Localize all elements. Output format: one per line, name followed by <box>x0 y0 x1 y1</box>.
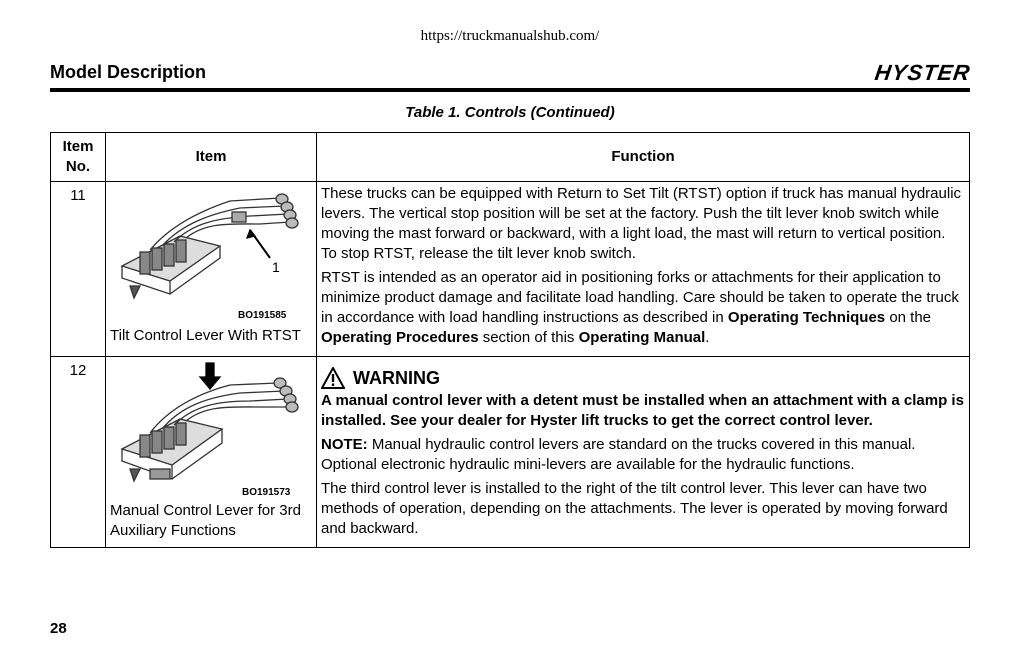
tilt-lever-illustration <box>110 186 300 326</box>
function-paragraph: These trucks can be equipped with Return to Set Tilt (RTST) option if truck has manual hydraulic levers. The vertical stop position will be set at the factory. Push the tilt lever knob switch while moving the mast forward or backward, with a light load, the mast will return to vertical position. To stop RTST, release the tilt lever knob switch. <box>321 185 962 262</box>
hyster-logo: HYSTER <box>873 60 972 85</box>
note-paragraph <box>321 435 964 475</box>
text-run: RTST is intended as an operator aid in positioning forks or attachments for their application to minimize product damage and facilitate load handling. Care should be taken to operate the truck in accordance with load handling instructions as described in <box>321 269 959 326</box>
item-number: 12 <box>51 357 106 548</box>
header-item: Item <box>106 133 317 182</box>
header-item-no-line1: Item <box>62 138 94 155</box>
text-run: section of this <box>478 329 579 346</box>
source-url[interactable]: https://truckmanualshub.com/ <box>420 28 600 44</box>
table-caption: Table 1. Controls (Continued) <box>405 104 615 121</box>
bold-run: Operating Procedures <box>321 329 479 346</box>
table-row <box>51 357 970 548</box>
header-rule <box>50 88 970 92</box>
warning-heading <box>321 367 964 389</box>
auxiliary-lever-illustration <box>110 361 300 501</box>
item-cell <box>106 182 317 357</box>
function-cell <box>317 357 970 548</box>
warning-text: A manual control lever with a detent must be installed when an attachment with a clamp is installed. See your dealer for Hyster lift trucks to get the correct control lever. <box>321 392 964 429</box>
page-number: 28 <box>50 620 67 637</box>
page-title: Model Description <box>50 62 207 82</box>
function-paragraph <box>321 268 964 348</box>
note-text: Manual hydraulic control levers are standard on the trucks covered in this manual. Optional electronic hydraulic mini-levers are available for the hydraulic functions. <box>321 436 916 473</box>
controls-table <box>50 132 970 548</box>
function-paragraph: The third control lever is installed to the right of the tilt control lever. This lever can have two methods of operation, depending on the attachments. The lever is operated by moving forward and backward. <box>321 480 948 537</box>
item-cell <box>106 357 317 548</box>
text-run: . <box>705 329 710 346</box>
lever-assembly-drawing <box>110 361 300 501</box>
header-item-no <box>51 133 106 182</box>
item-label: Tilt Control Lever With RTST <box>110 327 301 344</box>
function-cell <box>317 182 970 357</box>
bold-run: Operating Techniques <box>727 309 886 326</box>
callout-number: 1 <box>272 259 280 275</box>
lever-assembly-drawing <box>110 186 300 326</box>
warning-title: WARNING <box>353 368 440 388</box>
item-number: 11 <box>51 182 106 357</box>
text-run: on the <box>885 309 932 326</box>
table-header-row <box>51 133 970 182</box>
header-item-no-line2: No. <box>65 158 91 175</box>
figure-code: BO191585 <box>238 310 287 321</box>
bold-run: Operating Manual <box>578 329 706 346</box>
note-label: NOTE: <box>321 436 368 453</box>
warning-triangle-icon <box>321 367 345 389</box>
item-label: Manual Control Lever for 3rd Auxiliary Functions <box>110 502 301 539</box>
figure-code: BO191573 <box>242 487 291 498</box>
header-function: Function <box>317 133 970 182</box>
table-row <box>51 182 970 357</box>
